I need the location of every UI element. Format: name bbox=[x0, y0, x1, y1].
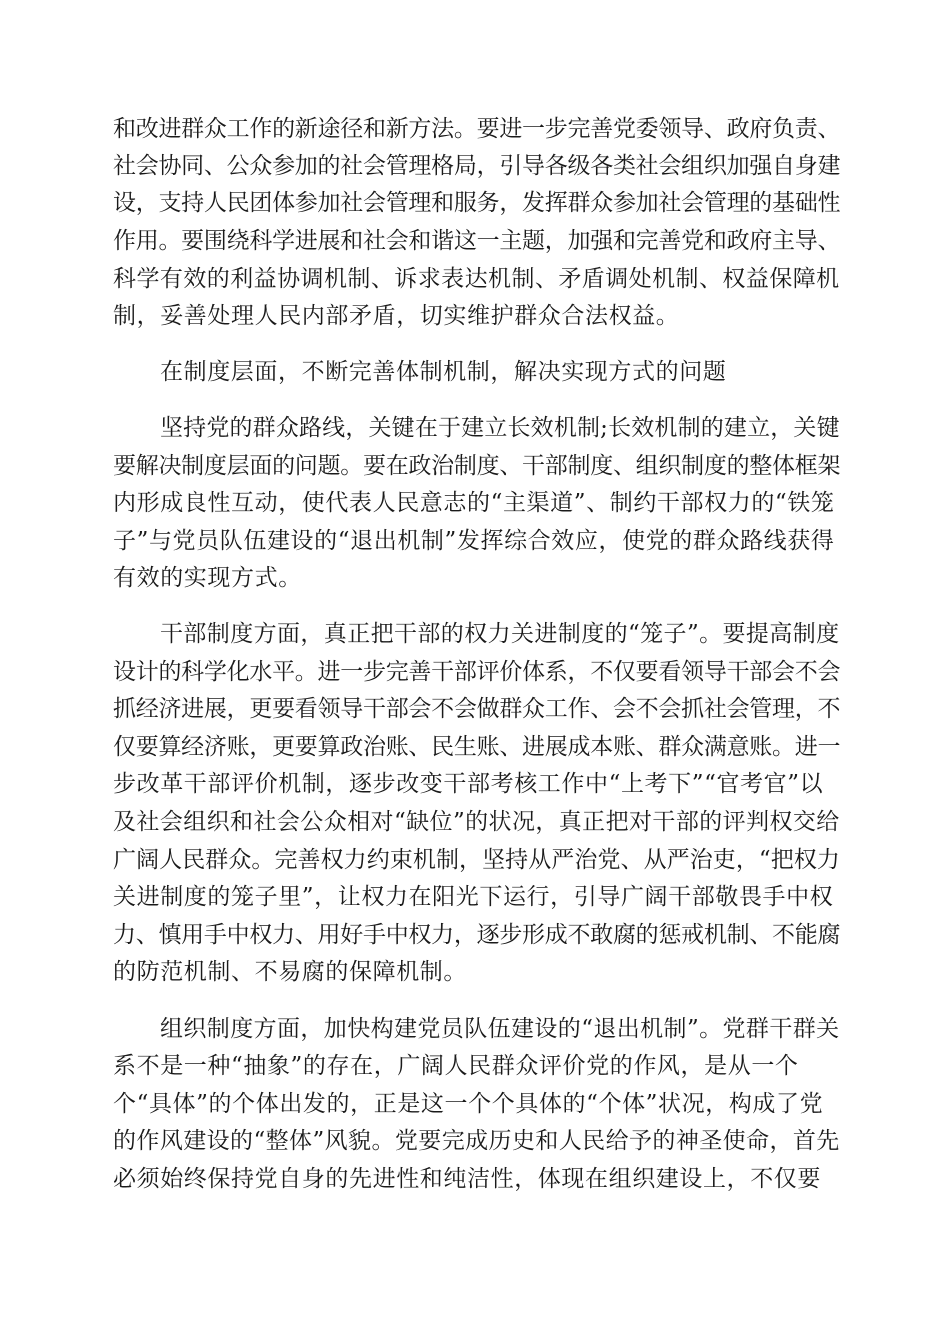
paragraph-4-line-9: 力、慎用手中权力、用好手中权力，逐步形成不敢腐的惩戒机制、不能腐 bbox=[113, 922, 841, 948]
section-heading: 在制度层面，不断完善体制机制，解决实现方式的问题 bbox=[160, 359, 727, 385]
paragraph-4-line-4: 仅要算经济账，更要算政治账、民生账、进展成本账、群众满意账。进一 bbox=[113, 734, 841, 760]
paragraph-5-line-2: 系不是一种“抽象”的存在，广阔人民群众评价党的作风，是从一个 bbox=[113, 1053, 799, 1079]
paragraph-1-line-3: 设，支持人民团体参加社会管理和服务，发挥群众参加社会管理的基础性 bbox=[113, 190, 841, 216]
paragraph-1-line-5: 科学有效的利益协调机制、诉求表达机制、矛盾调处机制、权益保障机 bbox=[113, 266, 840, 292]
paragraph-5-line-1: 组织制度方面，加快构建党员队伍建设的“退出机制”。党群干群关 bbox=[160, 1016, 840, 1042]
paragraph-1-line-4: 作用。要围绕科学进展和社会和谐这一主题，加强和完善党和政府主导、 bbox=[113, 228, 841, 254]
paragraph-5-line-5: 必须始终保持党自身的先进性和纯洁性，体现在组织建设上，不仅要 bbox=[113, 1166, 821, 1192]
paragraph-5-line-4: 的作风建设的“整体”风貌。党要完成历史和人民给予的神圣使命，首先 bbox=[113, 1128, 840, 1154]
paragraph-3-line-5: 有效的实现方式。 bbox=[113, 565, 302, 591]
paragraph-4-line-1: 干部制度方面，真正把干部的权力关进制度的“笼子”。要提高制度 bbox=[160, 621, 840, 647]
paragraph-4-line-10: 的防范机制、不易腐的保障机制。 bbox=[113, 959, 467, 985]
paragraph-3-line-3: 内形成良性互动，使代表人民意志的“主渠道”、制约干部权力的“铁笼 bbox=[113, 490, 835, 516]
paragraph-4-line-2: 设计的科学化水平。进一步完善干部评价体系，不仅要看领导干部会不会 bbox=[113, 659, 841, 685]
paragraph-4-line-3: 抓经济进展，更要看领导干部会不会做群众工作、会不会抓社会管理，不 bbox=[113, 696, 841, 722]
paragraph-1-line-6: 制，妥善处理人民内部矛盾，切实维护群众合法权益。 bbox=[113, 303, 680, 329]
paragraph-3-line-2: 要解决制度层面的问题。要在政治制度、干部制度、组织制度的整体框架 bbox=[113, 453, 841, 479]
paragraph-4-line-8: 关进制度的笼子里”，让权力在阳光下运行，引导广阔干部敬畏手中权 bbox=[113, 884, 834, 910]
paragraph-3-line-4: 子”与党员队伍建设的“退出机制”发挥综合效应，使党的群众路线获得 bbox=[113, 528, 835, 554]
paragraph-4-line-5: 步改革干部评价机制，逐步改变干部考核工作中“上考下”“官考官”以 bbox=[113, 771, 824, 797]
paragraph-3-line-1: 坚持党的群众路线，关键在于建立长效机制;长效机制的建立，关键 bbox=[160, 415, 840, 441]
paragraph-5-line-3: 个“具体”的个体出发的，正是这一个个具体的“个体”状况，构成了党 bbox=[113, 1091, 824, 1117]
paragraph-4-line-6: 及社会组织和社会公众相对“缺位”的状况，真正把对干部的评判权交给 bbox=[113, 809, 840, 835]
paragraph-1-line-2: 社会协同、公众参加的社会管理格局，引导各级各类社会组织加强自身建 bbox=[113, 153, 841, 179]
paragraph-4-line-7: 广阔人民群众。完善权力约束机制，坚持从严治党、从严治吏，“把权力 bbox=[113, 847, 840, 873]
paragraph-1-line-1: 和改进群众工作的新途径和新方法。要进一步完善党委领导、政府负责、 bbox=[113, 116, 841, 142]
